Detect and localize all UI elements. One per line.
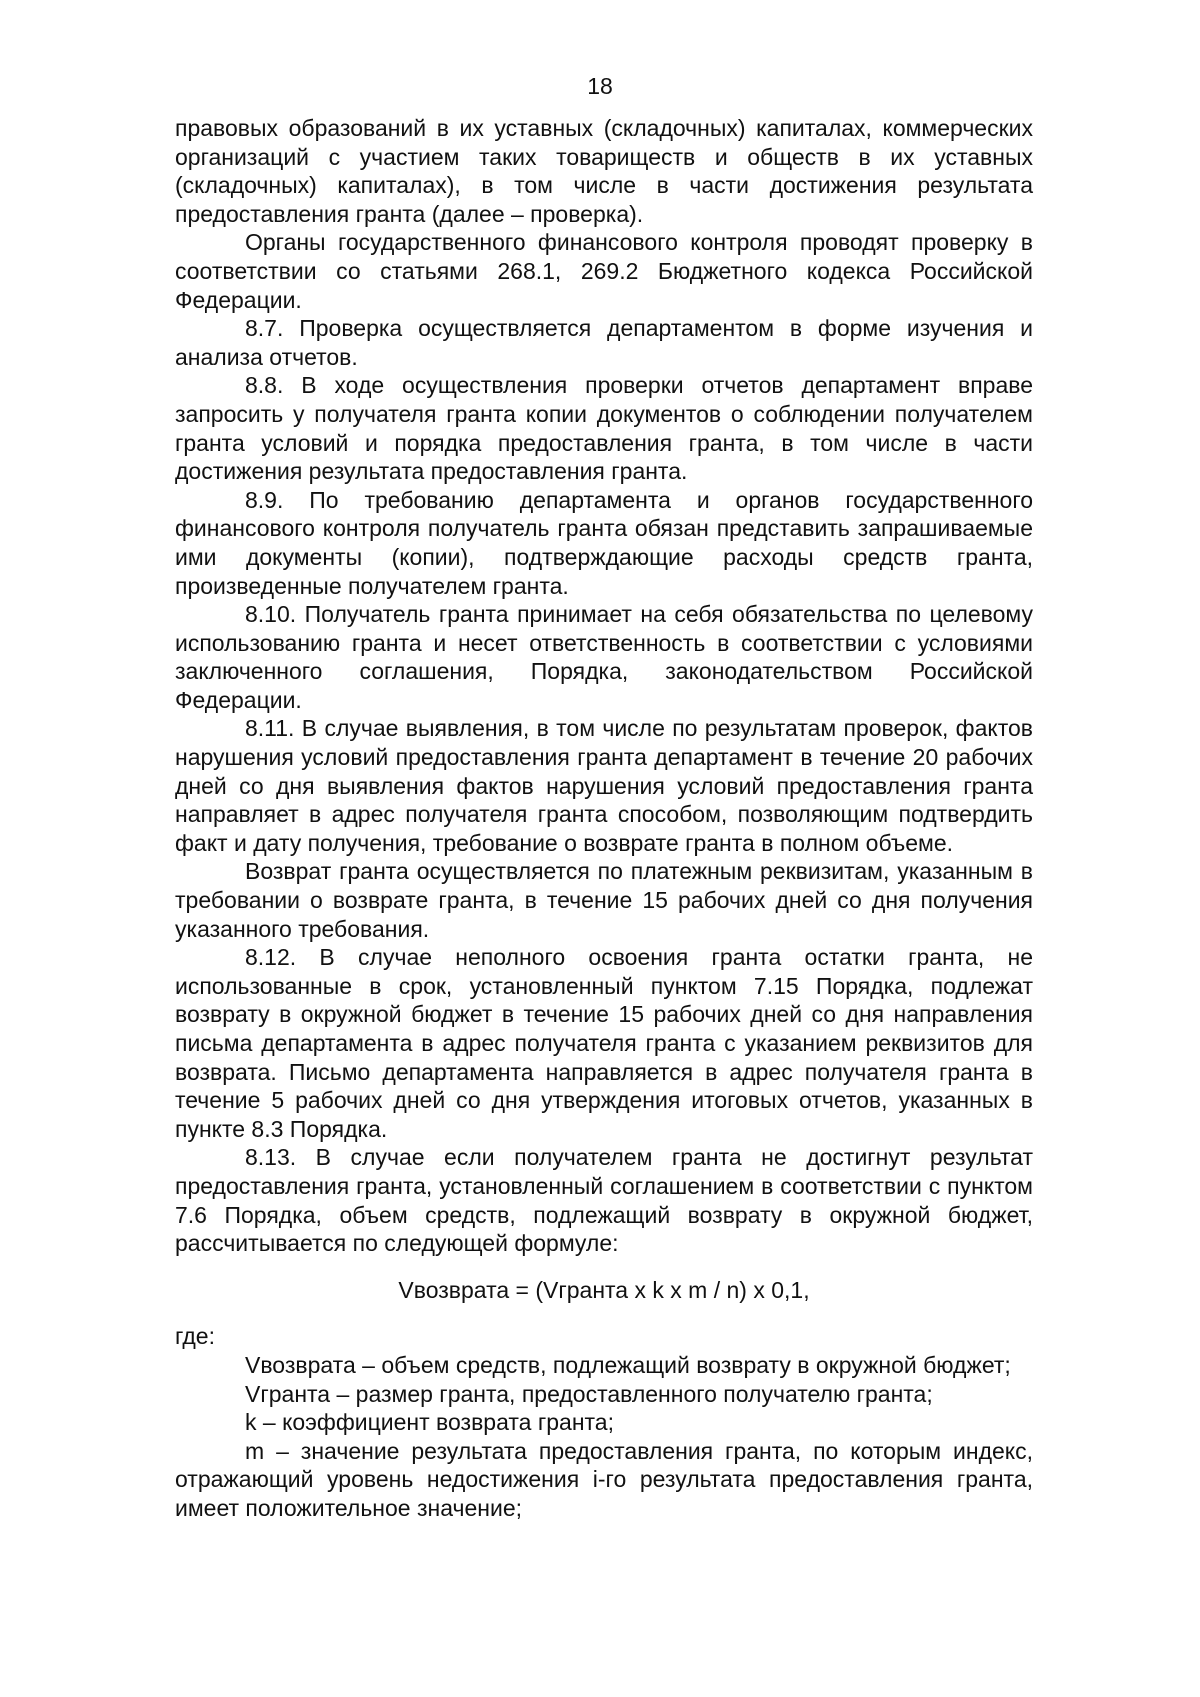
page-number: 18	[587, 73, 613, 99]
return-formula: Vвозврата = (Vгранта x k x m / n) x 0,1,	[398, 1276, 810, 1303]
paragraph-8-12: 8.12. В случае неполного освоения гранта остатки гранта, не использованные в срок, установленный пунктом 7.15 Порядка, подлежат возврату в окружной бюджет в течение 15 рабочих дней со дня направления письма департамента в адрес получателя гранта с указанием реквизитов для возврата. Письмо департамента направляется в адрес получателя гранта в течение 5 рабочих дней со дня утверждения итоговых отчетов, указанных в пункте 8.3 Порядка.	[175, 944, 1033, 1142]
definition-k: k – коэффициент возврата гранта;	[245, 1409, 614, 1436]
paragraph-8-8: 8.8. В ходе осуществления проверки отчетов департамент вправе запросить у получателя гранта копии документов о соблюдении получателем гранта условий и порядка предоставления гранта, в том числе в части достижения результата предоставления гранта.	[175, 372, 1033, 485]
definition-v-grant: Vгранта – размер гранта, предоставленного получателю гранта;	[245, 1380, 933, 1407]
paragraph-8-9: 8.9. По требованию департамента и органов государственного финансового контроля получатель гранта обязан представить запрашиваемые ими документы (копии), подтверждающие расходы средств гранта, произведенные получателем гранта.	[175, 486, 1033, 599]
where-label: где:	[175, 1323, 215, 1350]
paragraph-continuation: правовых образований в их уставных (складочных) капиталах, коммерческих организаций с участием таких товариществ и обществ в их уставных (складочных) капиталах), в том числе в части достижения результата предоставления гранта (далее – проверка).	[175, 115, 1033, 227]
paragraph-8-10: 8.10. Получатель гранта принимает на себя обязательства по целевому использованию гранта и несет ответственность в соответствии с условиями заключенного соглашения, Порядка, законодательством Российской Федерации.	[175, 601, 1033, 713]
document-body	[175, 114, 1033, 1523]
paragraph-grant-return: Возврат гранта осуществляется по платежным реквизитам, указанным в требовании о возврате гранта, в течение 15 рабочих дней со дня получения указанного требования.	[175, 858, 1033, 942]
definition-m: m – значение результата предоставления гранта, по которым индекс, отражающий уровень недостижения i-го результата предоставления гранта, имеет положительное значение;	[175, 1437, 1033, 1521]
definition-v-return: Vвозврата – объем средств, подлежащий возврату в окружной бюджет;	[245, 1351, 1011, 1378]
paragraph-8-11: 8.11. В случае выявления, в том числе по результатам проверок, фактов нарушения условий предоставления гранта департамент в течение 20 рабочих дней со дня выявления фактов нарушения условий предоставления гранта направляет в адрес получателя гранта способом, позволяющим подтвердить факт и дату получения, требование о возврате гранта в полном объеме.	[175, 715, 1033, 856]
paragraph-8-7: 8.7. Проверка осуществляется департаментом в форме изучения и анализа отчетов.	[175, 315, 1033, 370]
paragraph-8-13: 8.13. В случае если получателем гранта не достигнут результат предоставления гранта, установленный соглашением в соответствии с пунктом 7.6 Порядка, объем средств, подлежащий возврату в окружной бюджет, рассчитывается по следующей формуле:	[175, 1144, 1033, 1257]
paragraph-financial-control: Органы государственного финансового контроля проводят проверку в соответствии со статьями 268.1, 269.2 Бюджетного кодекса Российской Федерации.	[175, 229, 1033, 313]
